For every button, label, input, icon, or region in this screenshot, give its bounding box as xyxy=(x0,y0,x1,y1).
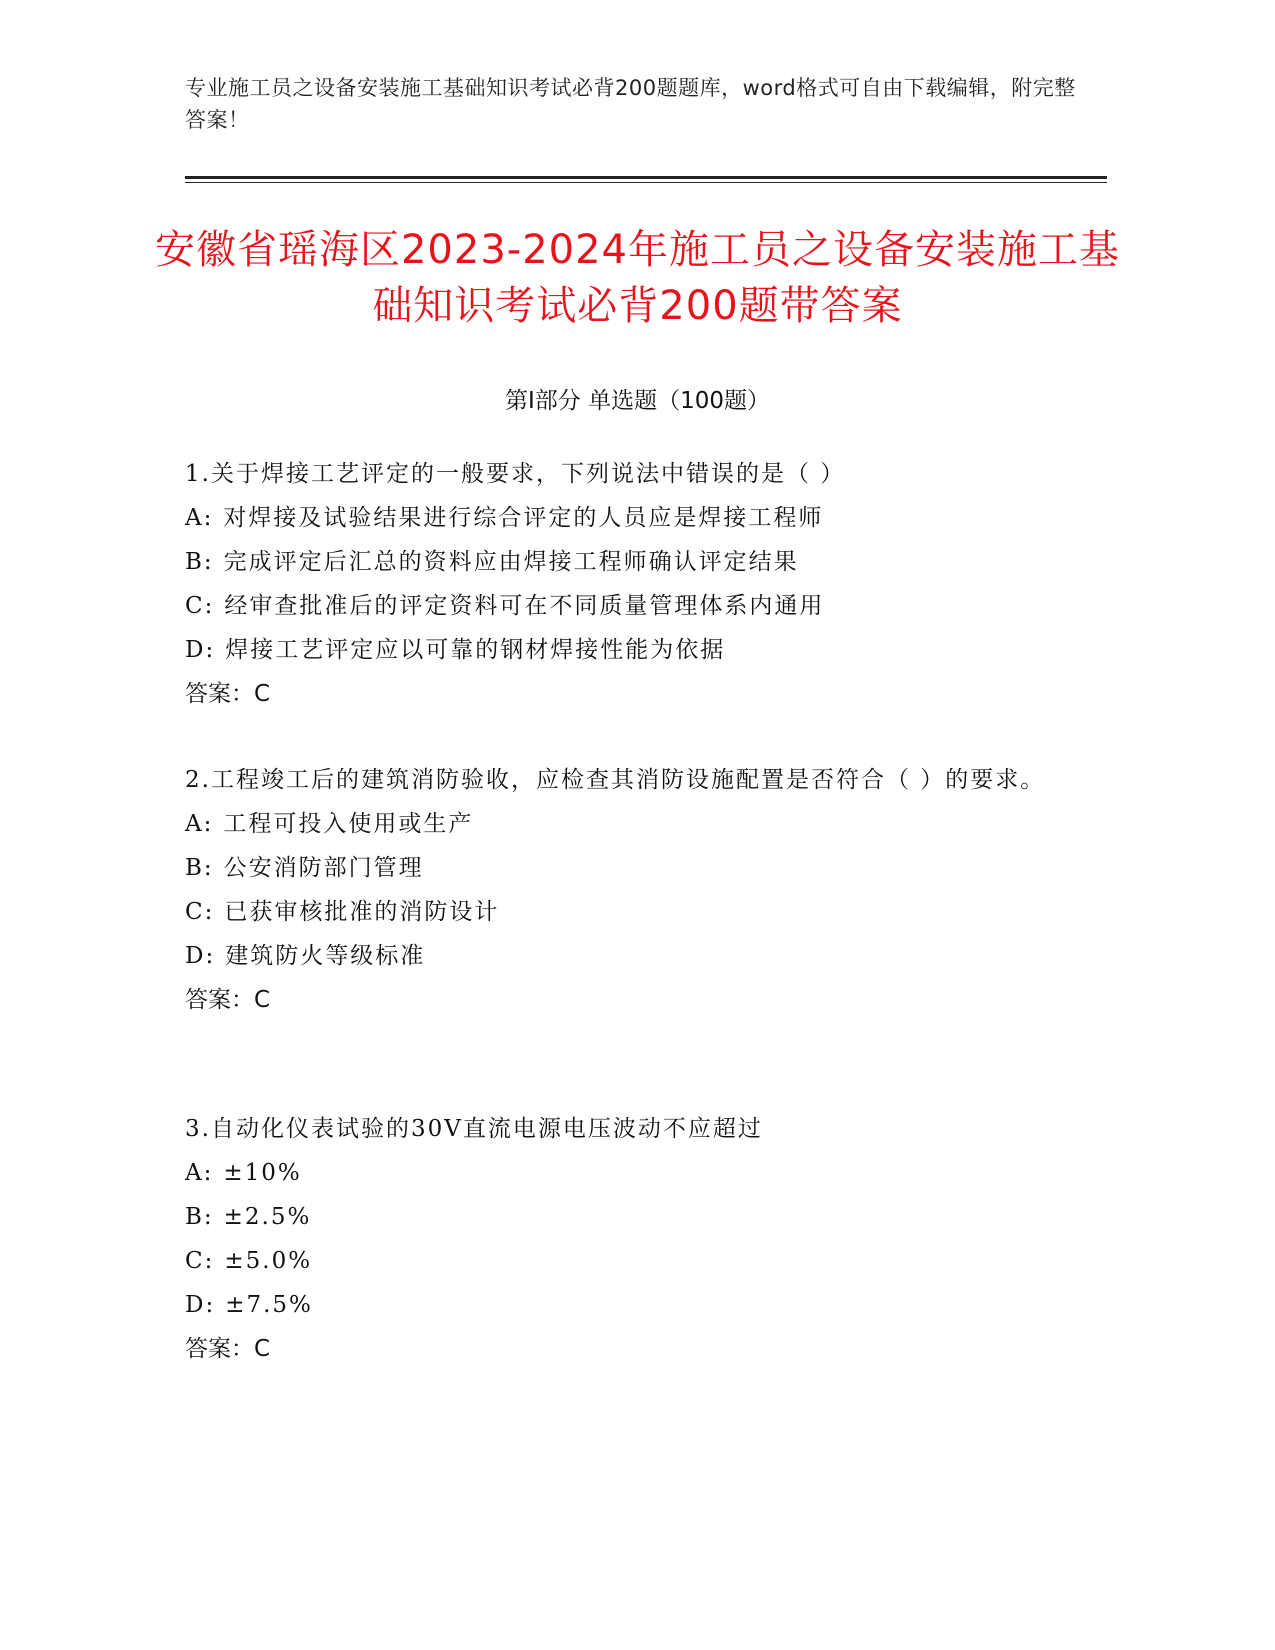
header-divider-thin xyxy=(185,182,1107,183)
option-a xyxy=(185,496,1085,540)
header-note: 专业施工员之设备安装施工基础知识考试必背200题题库，word格式可自由下载编辑，附完整答案！ xyxy=(185,76,1076,132)
answer-text: 答案：C xyxy=(185,1336,271,1362)
option-text: 公安消防部门管理 xyxy=(223,855,424,881)
option-letter: B: xyxy=(185,549,214,575)
option-b xyxy=(185,1195,1085,1239)
section-heading: 第Ⅰ部分 单选题（100题） xyxy=(505,388,770,414)
option-a xyxy=(185,802,1085,846)
question-text: 1.关于焊接工艺评定的一般要求，下列说法中错误的是（ ） xyxy=(185,461,846,487)
option-letter: D: xyxy=(185,1292,216,1318)
option-letter: C: xyxy=(185,899,215,925)
option-b xyxy=(185,846,1085,890)
option-text: 完成评定后汇总的资料应由焊接工程师确认评定结果 xyxy=(223,549,799,575)
document-title: 安徽省瑶海区2023-2024年施工员之设备安装施工基础知识考试必背200题带答案 xyxy=(154,227,1121,329)
option-letter: D: xyxy=(185,943,216,969)
option-letter: A: xyxy=(185,505,214,531)
option-letter: C: xyxy=(185,593,215,619)
option-letter: C: xyxy=(185,1248,215,1274)
answer-text: 答案：C xyxy=(185,987,271,1013)
option-a xyxy=(185,1151,1085,1195)
option-text: ±10% xyxy=(223,1160,302,1186)
option-c xyxy=(185,584,1085,628)
option-d xyxy=(185,934,1085,978)
option-letter: A: xyxy=(185,1160,214,1186)
option-text: 对焊接及试验结果进行综合评定的人员应是焊接工程师 xyxy=(223,505,824,531)
option-c xyxy=(185,890,1085,934)
option-text: 已获审核批准的消防设计 xyxy=(224,899,500,925)
option-text: ±2.5% xyxy=(223,1204,312,1230)
question-1 xyxy=(185,452,1085,716)
answer-text: 答案：C xyxy=(185,681,271,707)
header-divider-thick xyxy=(185,176,1107,179)
question-3 xyxy=(185,1107,1085,1371)
option-text: 经审查批准后的评定资料可在不同质量管理体系内通用 xyxy=(224,593,825,619)
question-2 xyxy=(185,758,1085,1022)
option-text: ±7.5% xyxy=(225,1292,313,1318)
option-text: 建筑防火等级标准 xyxy=(225,943,426,969)
option-c xyxy=(185,1239,1085,1283)
option-b xyxy=(185,540,1085,584)
option-text: ±5.0% xyxy=(224,1248,313,1274)
option-letter: A: xyxy=(185,811,214,837)
question-text: 2.工程竣工后的建筑消防验收，应检查其消防设施配置是否符合（ ）的要求。 xyxy=(185,767,1046,793)
question-text: 3.自动化仪表试验的30V直流电源电压波动不应超过 xyxy=(185,1116,763,1142)
option-letter: D: xyxy=(185,637,216,663)
option-d xyxy=(185,1283,1085,1327)
option-letter: B: xyxy=(185,1204,214,1230)
option-text: 焊接工艺评定应以可靠的钢材焊接性能为依据 xyxy=(225,637,726,663)
option-text: 工程可投入使用或生产 xyxy=(223,811,474,837)
option-letter: B: xyxy=(185,855,214,881)
option-d xyxy=(185,628,1085,672)
